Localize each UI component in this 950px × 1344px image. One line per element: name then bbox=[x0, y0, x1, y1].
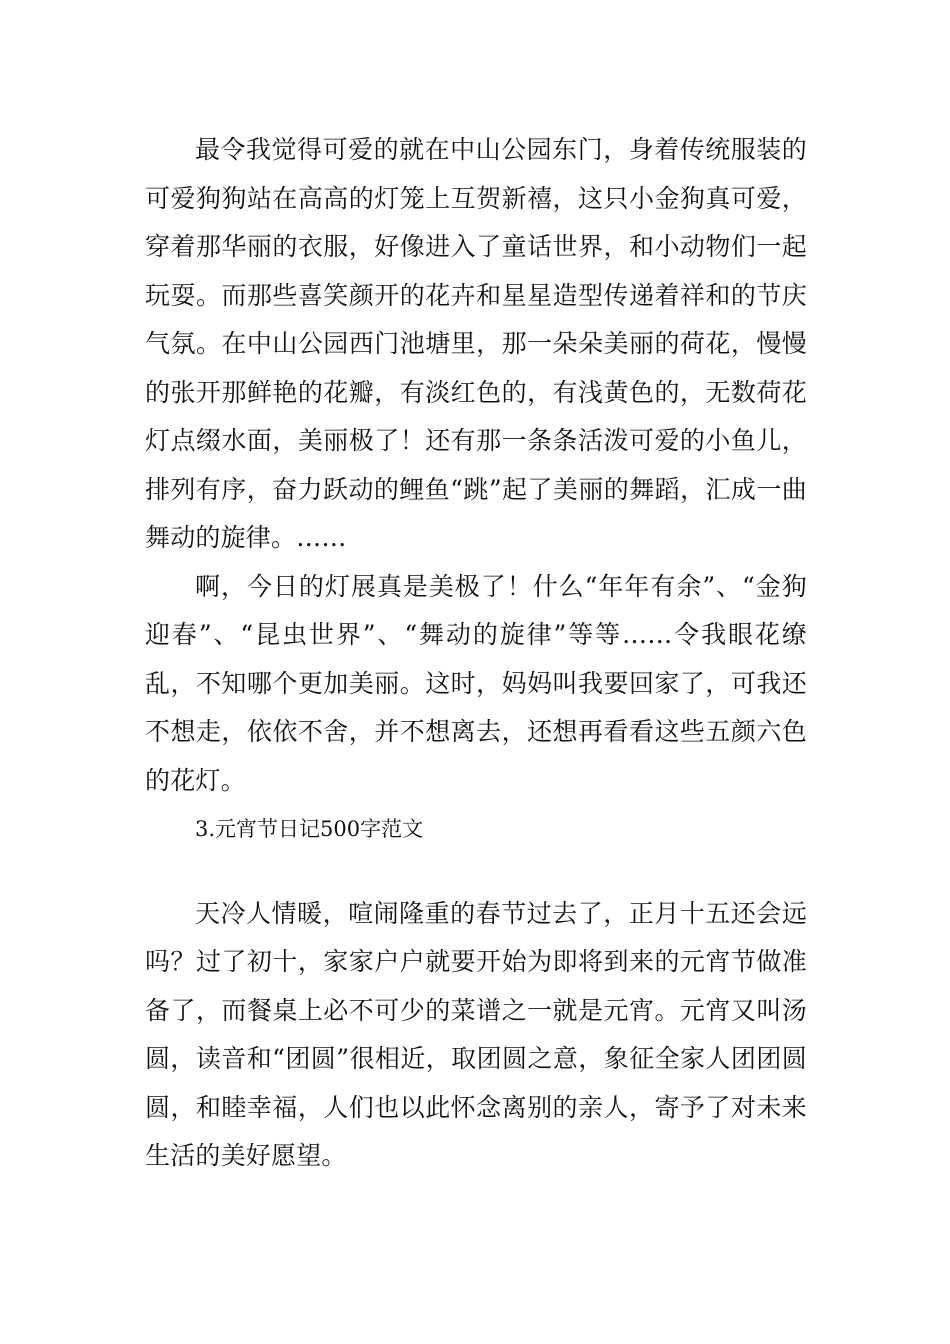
paragraph-lantern-festival-diary: 天冷人情暖，喧闹隆重的春节过去了，正月十五还会远吗？过了初十，家家户户就要开始为即将到来的元宵节做准备了，而餐桌上必不可少的菜谱之一就是元宵。元宵又叫汤圆，读音和“团圆”很相近，取团圆之意，象征全家人团团圆圆，和睦幸福，人们也以此怀念离别的亲人，寄予了对未来生活的美好愿望。 bbox=[145, 898, 807, 1170]
document-page bbox=[145, 126, 807, 1181]
paragraph-lantern-show-description: 最令我觉得可爱的就在中山公园东门，身着传统服装的可爱狗狗站在高高的灯笼上互贺新禧，这只小金狗真可爱，穿着那华丽的衣服，好像进入了童话世界，和小动物们一起玩耍。而那些喜笑颜开的花卉和星星造型传递着祥和的节庆气氛。在中山公园西门池塘里，那一朵朵美丽的荷花，慢慢的张开那鲜艳的花瓣，有淡红色的，有浅黄色的，无数荷花灯点缀水面，美丽极了！还有那一条条活泼可爱的小鱼儿，排列有序，奋力跃动的鲤鱼“跳”起了美丽的舞蹈，汇成一曲舞动的旋律。…… bbox=[145, 135, 807, 552]
section-heading: 3.元宵节日记500字范文 bbox=[195, 817, 424, 841]
paragraph-lantern-show-conclusion: 啊，今日的灯展真是美极了！什么“年年有余”、“金狗迎春”、“昆虫世界”、“舞动的旋律”等等……令我眼花缭乱，不知哪个更加美丽。这时，妈妈叫我要回家了，可我还不想走，依依不舍，并不想离去，还想再看看这些五颜六色的花灯。 bbox=[145, 571, 807, 795]
